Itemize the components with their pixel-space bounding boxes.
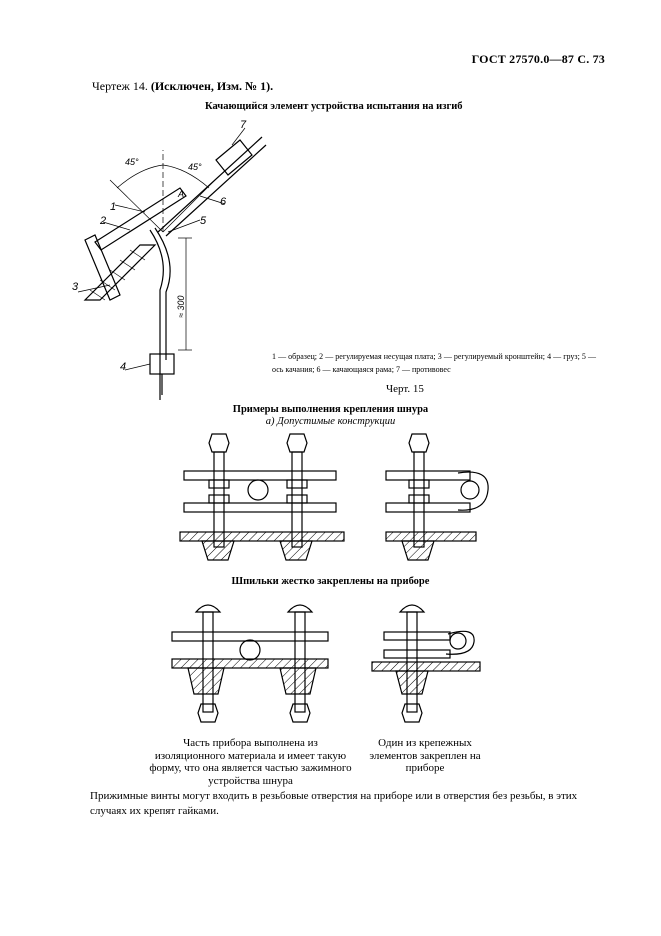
- legend-text-2: — регулируемая несущая плата;: [323, 352, 438, 361]
- legend-text-5: — ось качания;: [272, 352, 596, 374]
- legend-text-3: — регулируемый кронштейн;: [441, 352, 548, 361]
- angle-label-right: 45°: [188, 162, 202, 172]
- figure-label-6: 6: [220, 196, 227, 208]
- dimension-300-label: ≈ 300: [176, 295, 186, 318]
- legend-num-6: 6: [316, 365, 321, 374]
- legend-num-7: 7: [395, 365, 400, 374]
- figure-label-1: 1: [110, 201, 117, 213]
- legend-text-1: — образец;: [276, 352, 320, 361]
- figure-label-5: 5: [200, 215, 207, 227]
- drawing-14-label: Чертеж 14.: [92, 79, 148, 93]
- angle-label-left: 45°: [125, 157, 139, 167]
- document-header: ГОСТ 27570.0—87 С. 73: [471, 52, 605, 66]
- drawing-14-status: (Исключен, Изм. № 1).: [150, 79, 274, 93]
- figure-15-caption: Черт. 15: [386, 383, 424, 395]
- figure-label-7: 7: [240, 119, 247, 131]
- figure-15-title: Качающийся элемент устройства испытания на изгиб: [205, 101, 463, 112]
- figure-label-4: 4: [120, 361, 127, 373]
- fixed-studs-title: Шпильки жестко закреплены на приборе: [231, 576, 430, 587]
- legend-num-5: 5: [581, 352, 586, 361]
- legend-num-1: 1: [272, 352, 276, 361]
- legend-num-2: 2: [319, 352, 324, 361]
- legend-text-4: — груз;: [551, 352, 582, 361]
- caption-right: Один из крепежных элементов закреплен на приборе: [369, 737, 481, 774]
- examples-subtitle: а) Допустимые конструкции: [265, 416, 396, 427]
- legend-num-3: 3: [437, 352, 442, 361]
- legend-text-6: — качающаяся рама;: [320, 365, 396, 374]
- figure-label-3: 3: [72, 281, 79, 293]
- legend-num-4: 4: [547, 352, 552, 361]
- footer-paragraph: Прижимные винты могут входить в резьбовые отверстия на приборе или в отверстия без резьбы, в этих случаях их крепят гайками.: [90, 790, 578, 817]
- examples-title: Примеры выполнения крепления шнура: [232, 404, 429, 415]
- figure-label-2: 2: [100, 215, 107, 227]
- legend-text-7: — противовес: [399, 365, 451, 374]
- caption-left: Часть прибора выполнена из изоляционного материала и имеет такую форму, что она является частью зажимного устройства шнура: [149, 737, 352, 787]
- point-a-label: A: [178, 189, 185, 199]
